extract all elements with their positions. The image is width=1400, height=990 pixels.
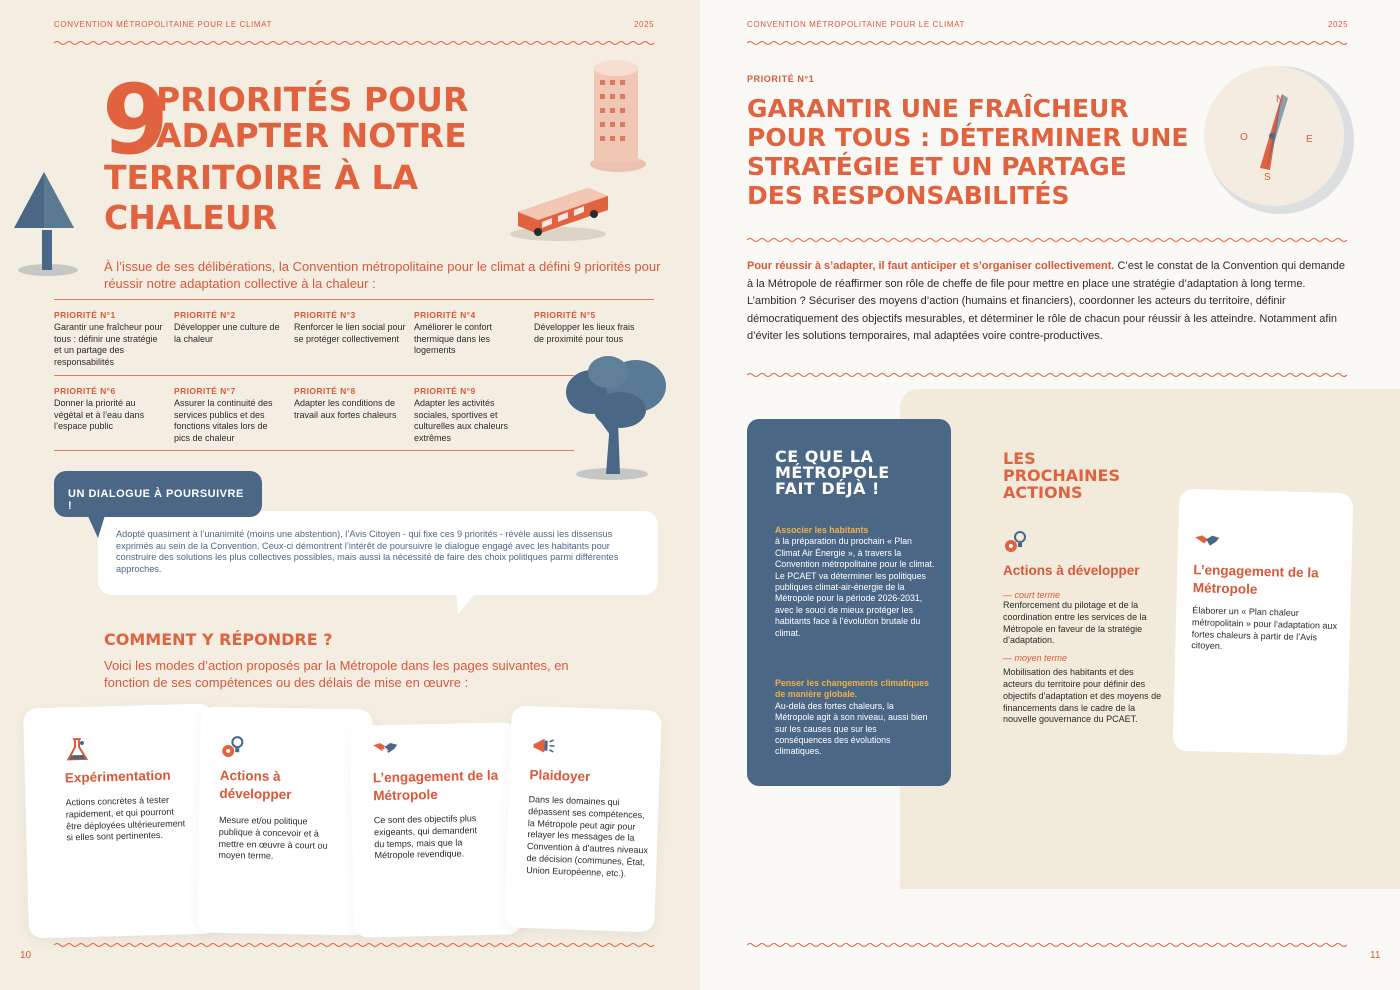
wavy-divider <box>747 372 1347 378</box>
priority-label: PRIORITÉ N°9 <box>414 386 476 396</box>
title-line-2: POUR TOUS : DÉTERMINER UNE <box>747 123 1189 152</box>
priority-text: Améliorer le confort thermique dans les logements <box>414 322 493 355</box>
engagement-title: L’engagement de la Métropole <box>1192 562 1319 597</box>
blue-title-line: MÉTROPOLE <box>775 463 890 482</box>
priorities-row-2 <box>54 386 654 444</box>
mid-term-text: Mobilisation des habitants et des acteurs du territoire pour définir des objectifs d’adaptation et des moyens de financements dans le cadre de la nouvelle gouvernance du PCAET. <box>1003 667 1162 725</box>
dialogue-bubble <box>98 511 658 595</box>
card-engagement <box>350 722 522 937</box>
card-title: Plaidoyer <box>529 767 591 785</box>
priority-item <box>414 310 534 368</box>
title-line-1: GARANTIR UNE FRAÎCHEUR <box>747 94 1129 123</box>
already-doing-text-2 <box>775 678 935 758</box>
page-number: 11 <box>1370 950 1381 961</box>
wavy-divider <box>747 40 1347 46</box>
dialogue-text: Adopté quasiment à l’unanimité (moins une abstention), l’Avis Citoyen - qui fixe ces 9 priorités - révèle aussi les dissensus exprimés au sein de la Convention. Ceux-ci démontrent l’intérêt de poursuivre le dialogue engagé avec les habitants pour construire des solutions les plus collectives possibles, mais aussi la nécessité de faire des choix politiques parmi différentes approches. <box>116 529 619 574</box>
priority-text: Développer une culture de la chaleur <box>174 322 280 344</box>
priority-label: PRIORITÉ N°4 <box>414 310 476 320</box>
body-lead: Pour réussir à s’adapter, il faut anticiper et s’organiser collectivement. <box>747 260 1115 272</box>
priority-kicker: PRIORITÉ N°1 <box>747 74 815 84</box>
priority-text: Adapter les conditions de travail aux fortes chaleurs <box>294 398 397 420</box>
compass-s: S <box>1264 172 1271 183</box>
handshake-icon <box>372 735 399 762</box>
priority-label: PRIORITÉ N°3 <box>294 310 356 320</box>
highlight: Penser les changements climatiques de manière globale. <box>775 678 930 700</box>
next-title-line: LES <box>1003 449 1036 468</box>
title-line-4: CHALEUR <box>104 198 278 237</box>
blue-title-line: FAIT DÉJÀ ! <box>775 479 880 498</box>
bus-illustration <box>508 184 618 244</box>
priority-item <box>54 310 174 368</box>
already-doing-title <box>775 449 890 497</box>
running-header: CONVENTION MÉTROPOLITAINE POUR LE CLIMAT <box>747 20 965 29</box>
priority-text: Renforcer le lien social pour se protéger collectivement <box>294 322 406 344</box>
card-actions <box>197 707 373 936</box>
paragraph: à la préparation du prochain « Plan Climat Air Énergie », à travers la Convention métropolitaine pour le climat. Le PCAET va déterminer les politiques publiques climat-air-énergie de la Métropole pour la période 2026-2031, avec le souci de mieux protéger les habitants face à l’évolution brutale du climat. <box>775 536 935 638</box>
wavy-divider <box>747 942 1347 948</box>
priority-label: PRIORITÉ N°7 <box>174 386 236 396</box>
compass-o: O <box>1240 132 1248 143</box>
actions-title: Actions à développer <box>1003 563 1140 578</box>
card-text: Actions concrètes à tester rapidement, et qui pourront être déployées ultérieurement si elles sont pertinentes. <box>65 794 186 843</box>
priority-text: Donner la priorité au végétal et à l’eau dans l’espace public <box>54 398 145 431</box>
wavy-divider <box>747 237 1347 243</box>
wavy-divider <box>54 40 654 46</box>
flask-icon <box>64 737 91 764</box>
priorities-row-1 <box>54 310 654 368</box>
actions-details <box>1003 590 1163 726</box>
short-term-text: Renforcement du pilotage et de la coordination entre les services de la Métropole en faveur de la stratégie d’adaptation. <box>1003 600 1147 646</box>
card-experimentation <box>23 704 219 939</box>
divider <box>54 375 574 376</box>
handshake-icon <box>1194 527 1221 554</box>
priority-label: PRIORITÉ N°6 <box>54 386 116 396</box>
compass-e: E <box>1306 134 1313 145</box>
priority-text: Garantir une fraîcheur pour tous : définir une stratégie et un partage des responsabilités <box>54 322 163 367</box>
dialogue-title: UN DIALOGUE À POURSUIVRE ! <box>54 471 262 517</box>
card-text: Dans les domaines qui dépassent ses compétences, la Métropole peut agir pour relayer les messages de la Convention à d’autres niveaux de décision (communes, État, Union Européenne, etc.). <box>526 794 649 879</box>
card-text: Ce sont des objectifs plus exigeants, qui demandent du temps, mais que la Métropole revendique. <box>373 813 478 861</box>
card-text: Mesure et/ou politique publique à concevoir et à mettre en œuvre à court ou moyen terme. <box>218 814 328 862</box>
cone-tree-illustration <box>8 168 78 278</box>
priority-label: PRIORITÉ N°1 <box>54 310 116 320</box>
priority-text: Développer les lieux frais de proximité pour tous <box>534 322 635 344</box>
header-year: 2025 <box>634 20 655 29</box>
priority-text: Adapter les activités sociales, sportives et culturelles aux chaleurs extrêmes <box>414 398 509 443</box>
title-line-3: STRATÉGIE ET UN PARTAGE <box>747 152 1127 181</box>
wavy-divider <box>54 942 654 948</box>
title-line-2: ADAPTER NOTRE <box>156 116 467 155</box>
body-text <box>747 258 1347 346</box>
comment-subtitle: Voici les modes d’action proposés par la Métropole dans les pages suivantes, en fonction de ses compétences ou des délais de mise en œuvre : <box>104 658 569 690</box>
divider <box>54 299 654 300</box>
mid-term-label: — moyen terme <box>1003 653 1068 664</box>
short-term-label: — court terme <box>1003 590 1061 600</box>
gears-bulb-icon <box>1003 530 1029 556</box>
right-page <box>700 0 1400 990</box>
header-year: 2025 <box>1328 20 1349 29</box>
next-title-line: ACTIONS <box>1003 483 1083 502</box>
priority-label: PRIORITÉ N°5 <box>534 310 596 320</box>
next-title-line: PROCHAINES <box>1003 466 1120 485</box>
priority-item <box>174 310 294 368</box>
page-number: 10 <box>20 950 32 961</box>
body-rest: C’est le constat de la Convention qui demande à la Métropole de réaffirmer son rôle de cheffe de file pour mettre en place une stratégie d’adaptation à long terme. L’ambition ? Sécuriser des moyens d’action (humains et financiers), coordonner les acteurs du territoire, définir démocratiquement des objectifs mesurables, et déterminer le rôle de chacun pour réussir à les atteindre. Notamment afin d’éviter les solutions temporaires, mal adaptées voire contre-productives. <box>747 260 1345 343</box>
intro-text: À l’issue de ses délibérations, la Convention métropolitaine pour le climat a défini 9 priorités pour réussir notre adaptation collective à la chaleur : <box>104 259 661 291</box>
priority-label: PRIORITÉ N°8 <box>294 386 356 396</box>
already-doing-text-1 <box>775 525 935 639</box>
card-title: Expérimentation <box>64 767 171 786</box>
divider <box>54 450 574 451</box>
card-plaidoyer <box>504 705 662 932</box>
priority-text: Assurer la continuité des services publics et des fonctions vitales lors de pics de chaleur <box>174 398 273 443</box>
priority-item <box>294 310 414 368</box>
priority-label: PRIORITÉ N°2 <box>174 310 236 320</box>
paragraph: Au-delà des fortes chaleurs, la Métropole agit à son niveau, aussi bien sur les causes que sur les conséquences des évolutions climatiques. <box>775 700 928 757</box>
running-header: CONVENTION MÉTROPOLITAINE POUR LE CLIMAT <box>54 20 272 29</box>
priority-item <box>414 386 534 444</box>
title-line-4: DES RESPONSABILITÉS <box>747 181 1070 210</box>
big-number: 9 <box>102 64 169 176</box>
compass-illustration <box>1200 56 1366 222</box>
tower-illustration <box>588 56 648 174</box>
title-line-3: TERRITOIRE À LA <box>104 158 419 197</box>
compass-n: N <box>1276 94 1284 105</box>
gears-bulb-icon <box>220 735 246 761</box>
card-title: L’engagement de la Métropole <box>372 767 499 804</box>
next-actions-title <box>1003 450 1120 501</box>
blue-title-line: CE QUE LA <box>775 447 874 466</box>
priority-item <box>54 386 174 444</box>
priority-item <box>174 386 294 444</box>
highlight: Associer les habitants <box>775 525 869 535</box>
priority-item <box>534 310 654 368</box>
megaphone-icon <box>530 732 557 759</box>
priority-item <box>294 386 414 444</box>
comment-title: COMMENT Y RÉPONDRE ? <box>104 630 333 649</box>
already-doing-box <box>747 419 951 786</box>
engagement-card <box>1173 489 1354 755</box>
title-line-1: PRIORITÉS POUR <box>156 80 469 119</box>
card-title: Actions à développer <box>219 767 292 803</box>
engagement-text: Élaborer un « Plan chaleur métropolitain » pour l’adaptation aux fortes chaleurs à partir de l’Avis citoyen. <box>1191 605 1338 652</box>
